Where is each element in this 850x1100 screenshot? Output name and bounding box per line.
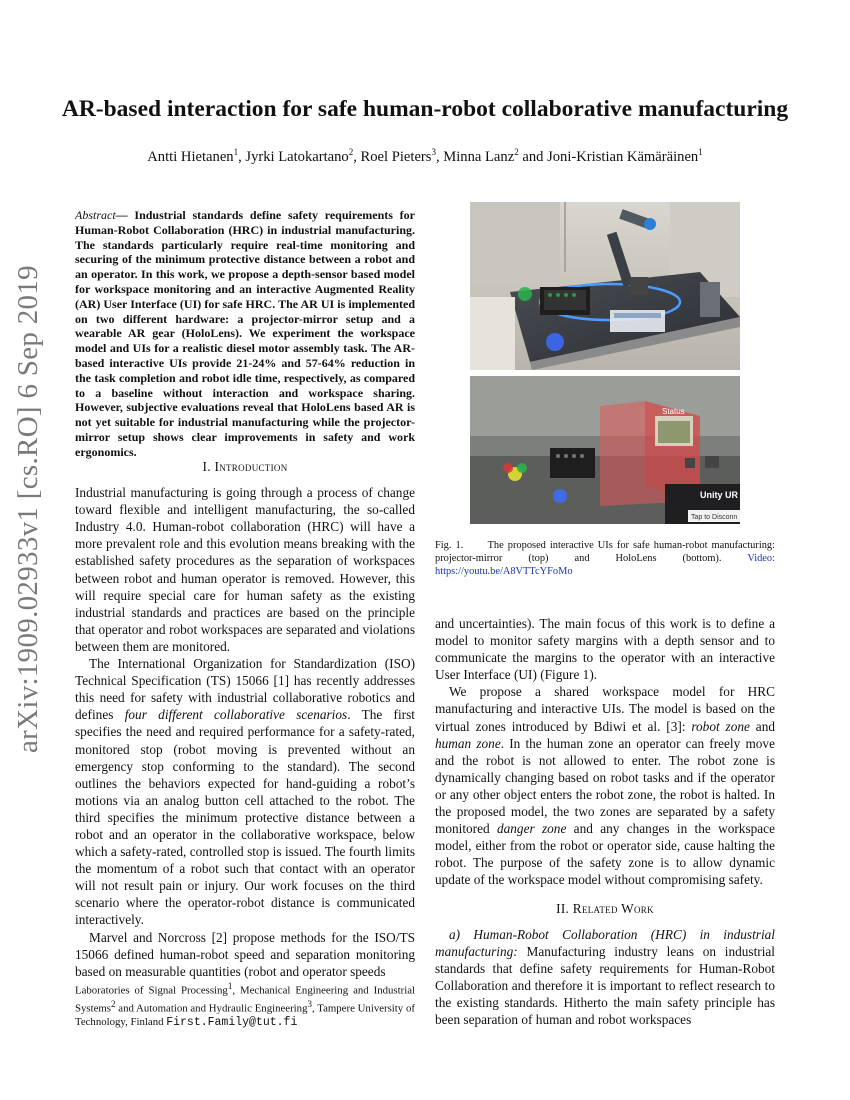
related-text: Manufacturing industry leans on industrial standards that define safety requirements for Human-Robot Collaboration and therefore it is important to reflect research to the existing standards. Hitherto the main safety principle has been separation of human and robot workspaces <box>435 943 775 1028</box>
intro-paragraph-1: Industrial manufacturing is going through a process of change toward flexible and intelligent manufacturing, the so-called Industry 4.0. Human-robot collaboration (HRC) will have a more prevalent role and this evolution means breaking with the established safety procedures as the separation of workspaces between robot and human operator is removed. However, this will require special care for human safety as the existing industrial standards and practices are based on the principle that operator and robot workspaces are separated and violations between them are monitored. <box>75 485 415 654</box>
author-list: Antti Hietanen$^1$, Jyrki Latokartano$^2$, Roel Pieters$^3$, Minna Lanz$^2$ and Joni-Kristian Kämäräinen$^1$ <box>147 147 703 165</box>
right-p2-emphasis: human zone <box>435 735 501 751</box>
intro-paragraph-2 <box>75 655 415 929</box>
footnote-sup: 3 <box>307 998 312 1009</box>
footnote-text: , Tampere University of Technology, Finland <box>75 1002 415 1028</box>
hud-tap-label: Tap to Disconn <box>691 514 738 521</box>
author-affiliation: 2 <box>348 147 354 157</box>
footnote-text: and Automation and Hydraulic Engineering <box>115 1002 308 1015</box>
hud-status-label: Status <box>662 407 685 416</box>
caption-label: Fig. 1. <box>435 540 464 551</box>
figure-photo-hololens <box>470 376 740 524</box>
author-affiliation: 3 <box>431 147 436 157</box>
footnote-text: Laboratories of Signal Processing <box>75 984 228 997</box>
footnote-text: , Mechanical Engineering and Industrial Systems <box>75 984 416 1015</box>
caption-text: The proposed interactive UIs for safe human-robot manufacturing: projector-mirror (top) and HoloLens (bottom). <box>435 540 775 564</box>
right-paragraph-2 <box>435 683 775 888</box>
section-heading-introduction: I. Introduction <box>202 459 288 474</box>
figure-photo-projector-mirror <box>470 202 740 370</box>
right-p2-emphasis: danger zone <box>496 821 567 837</box>
abstract-text: — Industrial standards define safety requirements for Human-Robot Collaboration (HRC) in industrial manufacturing. The standards particularly require real-time monitoring and securing of the minimum protective distance between a robot and an operator. In this work, we propose a depth-sensor based model for workspace monitoring and an interactive Augmented Reality (AR) User Interface (UI) for safe HRC. The AR UI is implemented on two different hardware: a projector-mirror setup and a wearable AR gear (HoloLens). We experiment the workspace model and UIs for a realistic diesel motor assembly task. The AR-based interactive UIs provide 21-24% and 57-64% reduction in the task completion and robot idle time, respectively, as compared to a baseline without interaction and workspace sharing. However, subjective evaluations reveal that HoloLens based AR is not yet suitable for industrial manufacturing while the projector-mirror setup shows clear improvements in safety and work ergonomics. <box>75 208 415 459</box>
author-affiliation: 1 <box>698 147 703 157</box>
abstract <box>75 208 415 460</box>
paper-title: AR-based interaction for safe human-robot collaborative manufacturing <box>61 96 789 122</box>
author-name: Joni-Kristian Kämäräinen <box>547 148 699 165</box>
right-column-text <box>435 615 775 1028</box>
right-p2-text: and <box>749 718 775 734</box>
video-label: Video: <box>747 552 775 564</box>
author-affiliation: 2 <box>514 147 519 157</box>
right-p2-emphasis: robot zone <box>691 718 750 734</box>
footnote-sup: 2 <box>111 998 116 1009</box>
author-name: Jyrki Latokartano <box>245 148 349 165</box>
intro-p2-emphasis: four different collaborative scenarios <box>124 707 348 723</box>
intro-p2-text: . The first specifies the need and required performance for a safety-rated, monitored stop (robot moving is prevented without an emergency stop conforming to the standard). The second outlines the behaviors expected for hand-guiding a robot’s motions via an analog button cell attached to the robot. The third specifies the minimum protective distance between a robot and an operator in the collaborative workspace, below which a safety-rated, controlled stop is issued. The fourth limits the momentum of a robot such that contact with an operator will not result pain or injury. Our work focuses on the third scenario where the operator-robot distance is communicated interactively. <box>75 707 415 928</box>
introduction-section <box>75 458 415 980</box>
intro-p2-text: The International Organization for Standardization (ISO) Technical Specification (TS) 15066 [1] has recently addresses this need for safety with industrial collaborative robotics and defines <box>75 656 415 723</box>
figure-caption <box>435 540 775 578</box>
intro-paragraph-3: Marvel and Norcross [2] propose methods for the ISO/TS 15066 defined human-robot speed and separation monitoring based on measurable quantities (robot and operator speeds <box>75 929 415 979</box>
abstract-label: Abstract <box>75 208 116 222</box>
author-affiliation: 1 <box>233 147 239 157</box>
hud-unity-label: Unity UR <box>700 490 738 500</box>
footnote-sup: 1 <box>227 981 233 991</box>
related-run-in-heading: a) Human-Robot Collaboration (HRC) in industrial manufacturing: <box>435 926 775 959</box>
photo-projector-setup <box>470 202 740 370</box>
right-p2-text: We propose a shared workspace model for HRC manufacturing and interactive UIs. The model is based on the virtual zones introduced by Bdiwi et al. [3]: <box>435 684 775 734</box>
right-p2-text: and any changes in the workspace model, either from the robot or operator side, cause halting the robot. The purpose of the safety zone is to allow dynamic update of the workspace model without compromising safety. <box>435 821 775 888</box>
right-p2-text: . In the human zone an operator can freely move and the robot is not allowed to enter. The robot zone is dynamically changing based on robot tasks and if the operator or any other object enters the robot zone, the robot is halted. In the proposed model, the two zones are separated by a safety monitored <box>435 735 775 837</box>
author-name: Roel Pieters <box>360 148 432 165</box>
footnote-email: First.Family@tut.fi <box>166 1015 298 1029</box>
author-name: Antti Hietanen <box>147 148 234 165</box>
author-name: Minna Lanz <box>443 148 515 165</box>
related-paragraph <box>435 926 775 1029</box>
video-url: https://youtu.be/A8VTTcYFoMo <box>435 565 573 577</box>
photo-hololens-view <box>470 376 740 524</box>
arxiv-identifier: arXiv:1909.02933v1 [cs.RO] 6 Sep 2019 <box>12 265 44 753</box>
section-heading-related-work: II. Related Work <box>556 900 654 916</box>
right-paragraph-1: and uncertainties). The main focus of this work is to define a model to monitor safety margins with a depth sensor and to communicate the margins to the operator with an interactive User Interface (UI) (Figure 1). <box>435 616 775 683</box>
affiliation-footnote <box>75 980 415 1029</box>
